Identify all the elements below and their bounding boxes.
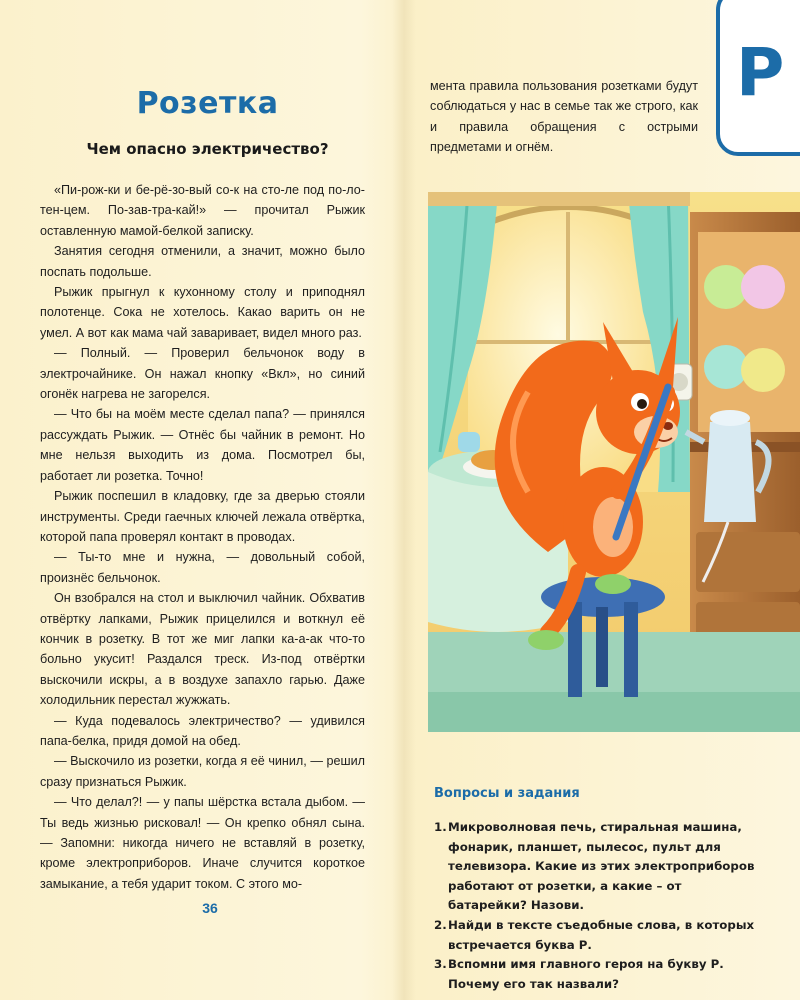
story-paragraph: — Полный. — Проверил бельчонок воду в электрочайнике. Он нажал кнопку «Вкл», но синий огонёк нагрева не загорелся. <box>40 346 365 402</box>
story-paragraph: — Что делал?! — у папы шёрстка встала дыбом. — Ты ведь жизнью рисковал! — Он крепко обнял сына. — Запомни: никогда ничего не вставляй в розетку, кроме электроприборов. Иначе случится короткое замыкание, а тебя ударит током. С этого мо- <box>40 795 365 891</box>
page-subtitle: Чем опасно электричество? <box>86 140 329 158</box>
letter-tab <box>716 0 800 156</box>
story-paragraph: «Пи-рож-ки и бе-рё-зо-вый со-к на сто-ле под по-ло-тен-цем. По-зав-тра-кай!» — прочитал Рыжик оставленную мамой-белкой записку. <box>40 183 365 238</box>
story-continuation: мента правила пользования розетками будут соблюдаться у нас в семье так же строго, как и правила обращения с острыми предметами и огнём. <box>430 79 698 155</box>
question-item <box>434 916 764 955</box>
story-text <box>40 180 365 894</box>
story-paragraph: Он взобрался на стол и выключил чайник. Обхватив отвёртку лапками, Рыжик прицелился и воткнул её кончик в розетку. В тот же миг лапки ка-а-ак что-то больно укусит! Раздался треск. Из-под отвёртки выскочили искры, а в воздухе запахло гарью. Даже холодильник перестал жужжать. <box>40 591 365 708</box>
slipper <box>528 630 564 650</box>
question-item <box>434 818 764 916</box>
question-number: 2. <box>434 917 447 932</box>
questions-title: Вопросы и задания <box>434 786 580 801</box>
kettle <box>704 422 756 522</box>
book-spine <box>392 0 416 1000</box>
cup <box>458 432 480 452</box>
story-paragraph: Рыжик прыгнул к кухонному столу и приподнял полотенце. Сока не хотелось. Какао варить он не умел. А вот как мама чай заваривает, видел много раз. <box>40 285 365 340</box>
story-paragraph: Занятия сегодня отменили, а значит, можно было поспать подольше. <box>40 244 365 279</box>
story-paragraph: Рыжик поспешил в кладовку, где за дверью стояли инструменты. Среди гаечных ключей лежала отвёртка, которой папа проверял контакт в проводах. <box>40 489 365 544</box>
question-item <box>434 955 764 994</box>
question-text: Найди в тексте съедобные слова, в которых встречается буква Р. <box>448 917 755 952</box>
letter-label: Р <box>736 34 785 111</box>
question-number: 3. <box>434 957 447 972</box>
question-text: Микроволновая печь, стиральная машина, фонарик, планшет, пылесос, пульт для телевизора. Какие из этих электроприборов работают от розетки, а какие – от батарейки? Назови. <box>448 820 755 913</box>
story-paragraph: — Куда подевалось электричество? — удивился папа-белка, придя домой на обед. <box>40 713 365 748</box>
question-text: Вспомни имя главного героя на букву Р. Почему его так назвали? <box>448 957 724 991</box>
story-paragraph: — Что бы на моём месте сделал папа? — принялся рассуждать Рыжик. — Отнёс бы чайник в ремонт. Но мне нельзя выходить из дома. Посмотрел бы, работает ли розетка. Точно! <box>40 407 365 483</box>
story-paragraph: — Ты-то мне и нужна, — довольный собой, произнёс бельчонок. <box>40 550 365 585</box>
story-paragraph: — Выскочило из розетки, когда я её чинил, — решил сразу признаться Рыжик. <box>40 754 365 789</box>
page-title: Розетка <box>136 86 279 121</box>
page-number: 36 <box>202 900 218 916</box>
squirrel-illustration <box>428 192 800 732</box>
questions-list <box>434 818 764 994</box>
question-number: 1. <box>434 820 447 834</box>
